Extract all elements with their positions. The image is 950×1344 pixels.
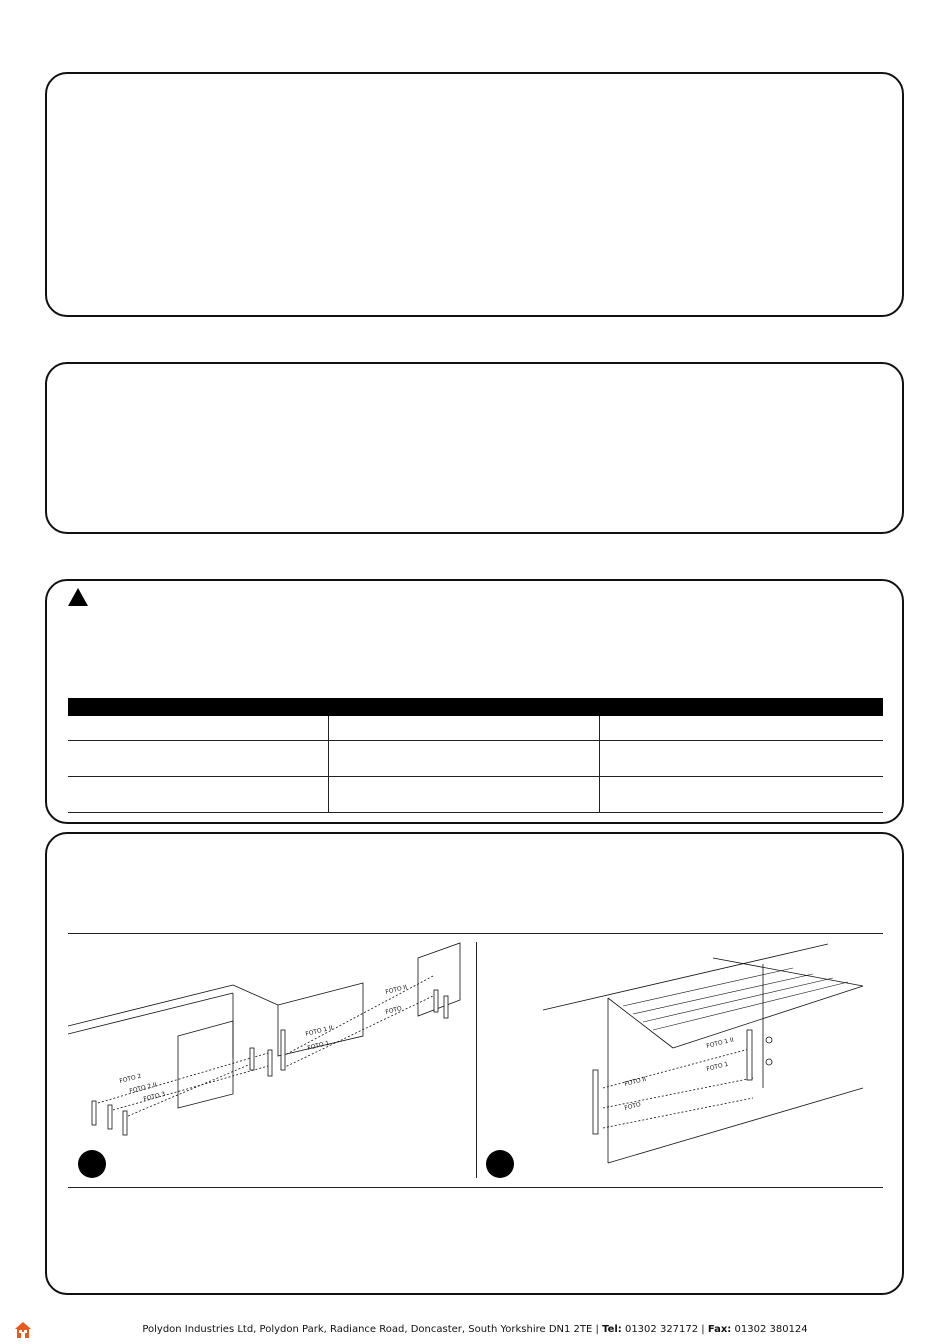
content-panel-1 (45, 72, 904, 317)
beam-label: FOTO II (384, 983, 408, 996)
table-cell (600, 777, 883, 812)
footer-tel-label: Tel: (602, 1324, 622, 1335)
table-cell (329, 716, 600, 740)
figure-a-illustration (68, 938, 473, 1178)
beam-label: FOTO II (623, 1075, 647, 1088)
beam-label: FOTO 1 II (304, 1024, 334, 1038)
beam-label: FOTO 1 (705, 1060, 730, 1073)
figure-divider (476, 942, 477, 1178)
page-footer (0, 1324, 950, 1335)
figure-b-illustration (483, 938, 883, 1178)
figure-bottom-rule (68, 1187, 883, 1188)
table-cell (68, 741, 329, 776)
table-cell (68, 777, 329, 812)
footer-separator: | (592, 1324, 603, 1335)
table-cell (600, 741, 883, 776)
table-row (68, 777, 883, 813)
table-cell (329, 777, 600, 812)
footer-separator: | (698, 1324, 708, 1335)
beam-label: FOTO (384, 1005, 403, 1016)
table-header (68, 698, 883, 716)
beam-label: FOTO 1 II (705, 1036, 735, 1050)
beam-label: FOTO 2 (118, 1072, 143, 1085)
footer-fax-value: 01302 380124 (731, 1324, 808, 1335)
footer-fax-label: Fax: (707, 1324, 732, 1335)
figure-panel (45, 832, 904, 1295)
footer-company: Polydon Industries Ltd, Polydon Park, Radiance Road, Doncaster, South Yorkshire DN1 2TE (142, 1324, 593, 1335)
beam-label: FOTO 1 (306, 1039, 331, 1052)
warning-panel (45, 579, 904, 824)
beam-label: FOTO 2 II (128, 1081, 158, 1095)
footer-tel-value: 01302 327172 (621, 1324, 699, 1335)
figure-b-badge (486, 1150, 514, 1178)
figure-top-rule (68, 933, 883, 934)
table-row (68, 716, 883, 741)
beam-label: FOTO 3 (142, 1090, 167, 1103)
content-panel-2 (45, 362, 904, 534)
table-row (68, 741, 883, 777)
table-cell (600, 716, 883, 740)
table-cell (68, 716, 329, 740)
warning-triangle-icon (67, 587, 89, 607)
beam-label: FOTO (623, 1101, 642, 1112)
figure-a-badge (78, 1150, 106, 1178)
table-cell (329, 741, 600, 776)
